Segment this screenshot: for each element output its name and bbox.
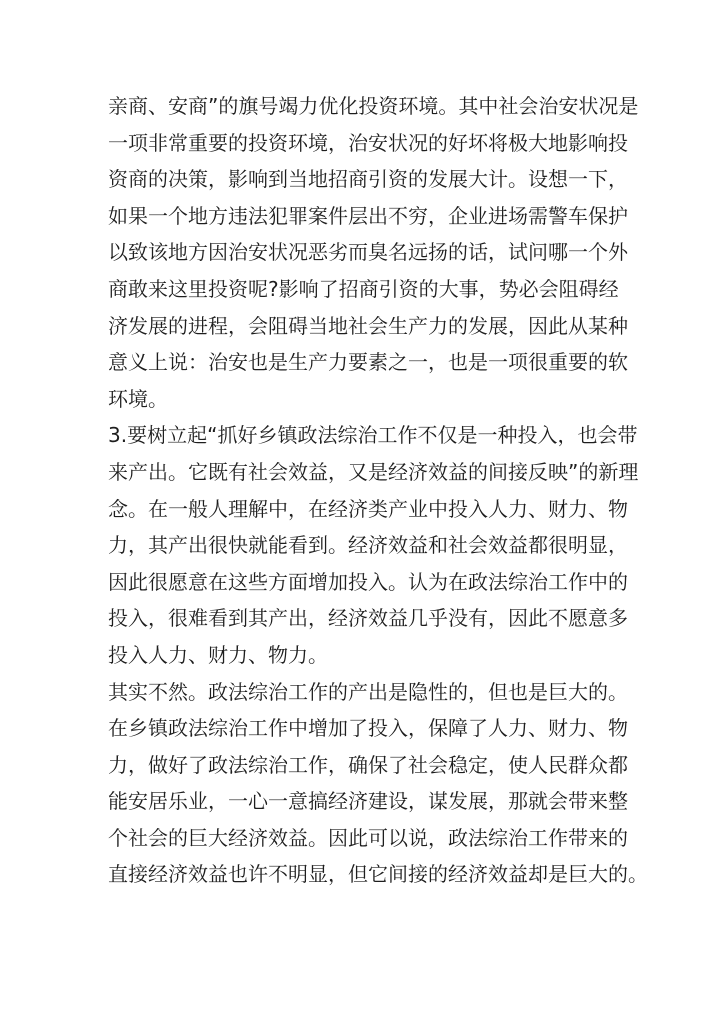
text-line: 投入，很难看到其产出，经济效益几乎没有，因此不愿意多 <box>108 606 628 631</box>
text-line: 济发展的进程，会阻碍当地社会生产力的发展，因此从某种 <box>108 313 628 338</box>
text-line: 环境。 <box>108 386 168 411</box>
text-line: 念。在一般人理解中，在经济类产业中投入人力、财力、物 <box>108 496 628 521</box>
text-line: 以致该地方因治安状况恶劣而臭名远扬的话，试问哪一个外 <box>108 240 628 265</box>
text-line: 力，做好了政法综治工作，确保了社会稳定，使人民群众都 <box>108 752 628 777</box>
text-line: 来产出。它既有社会效益，又是经济效益的间接反映”的新理 <box>108 459 639 484</box>
text-line: 因此很愿意在这些方面增加投入。认为在政法综治工作中的 <box>108 569 628 594</box>
text-line: 直接经济效益也许不明显，但它间接的经济效益却是巨大的。 <box>108 862 648 887</box>
text-line: 力，其产出很快就能看到。经济效益和社会效益都很明显， <box>108 533 628 558</box>
text-line: 其实不然。政法综治工作的产出是隐性的，但也是巨大的。 <box>108 679 628 704</box>
body-text <box>108 88 648 893</box>
text-line: 能安居乐业，一心一意搞经济建设，谋发展，那就会带来整 <box>108 789 628 814</box>
text-line: 一项非常重要的投资环境，治安状况的好坏将极大地影响投 <box>108 130 628 155</box>
text-line: 在乡镇政法综治工作中增加了投入，保障了人力、财力、物 <box>108 716 628 741</box>
text-line: 意义上说：治安也是生产力要素之一，也是一项很重要的软 <box>108 350 628 375</box>
text-line: 投入人力、财力、物力。 <box>108 642 328 667</box>
text-line: 3.要树立起“抓好乡镇政法综治工作不仅是一种投入，也会带 <box>108 423 638 448</box>
text-line: 商敢来这里投资呢?影响了招商引资的大事，势必会阻碍经 <box>108 276 619 301</box>
text-line: 资商的决策，影响到当地招商引资的发展大计。设想一下， <box>108 167 628 192</box>
text-line: 亲商、安商”的旗号竭力优化投资环境。其中社会治安状况是 <box>108 94 639 118</box>
text-line: 个社会的巨大经济效益。因此可以说，政法综治工作带来的 <box>108 825 628 850</box>
text-line: 如果一个地方违法犯罪案件层出不穷，企业进场需警车保护 <box>108 203 628 228</box>
